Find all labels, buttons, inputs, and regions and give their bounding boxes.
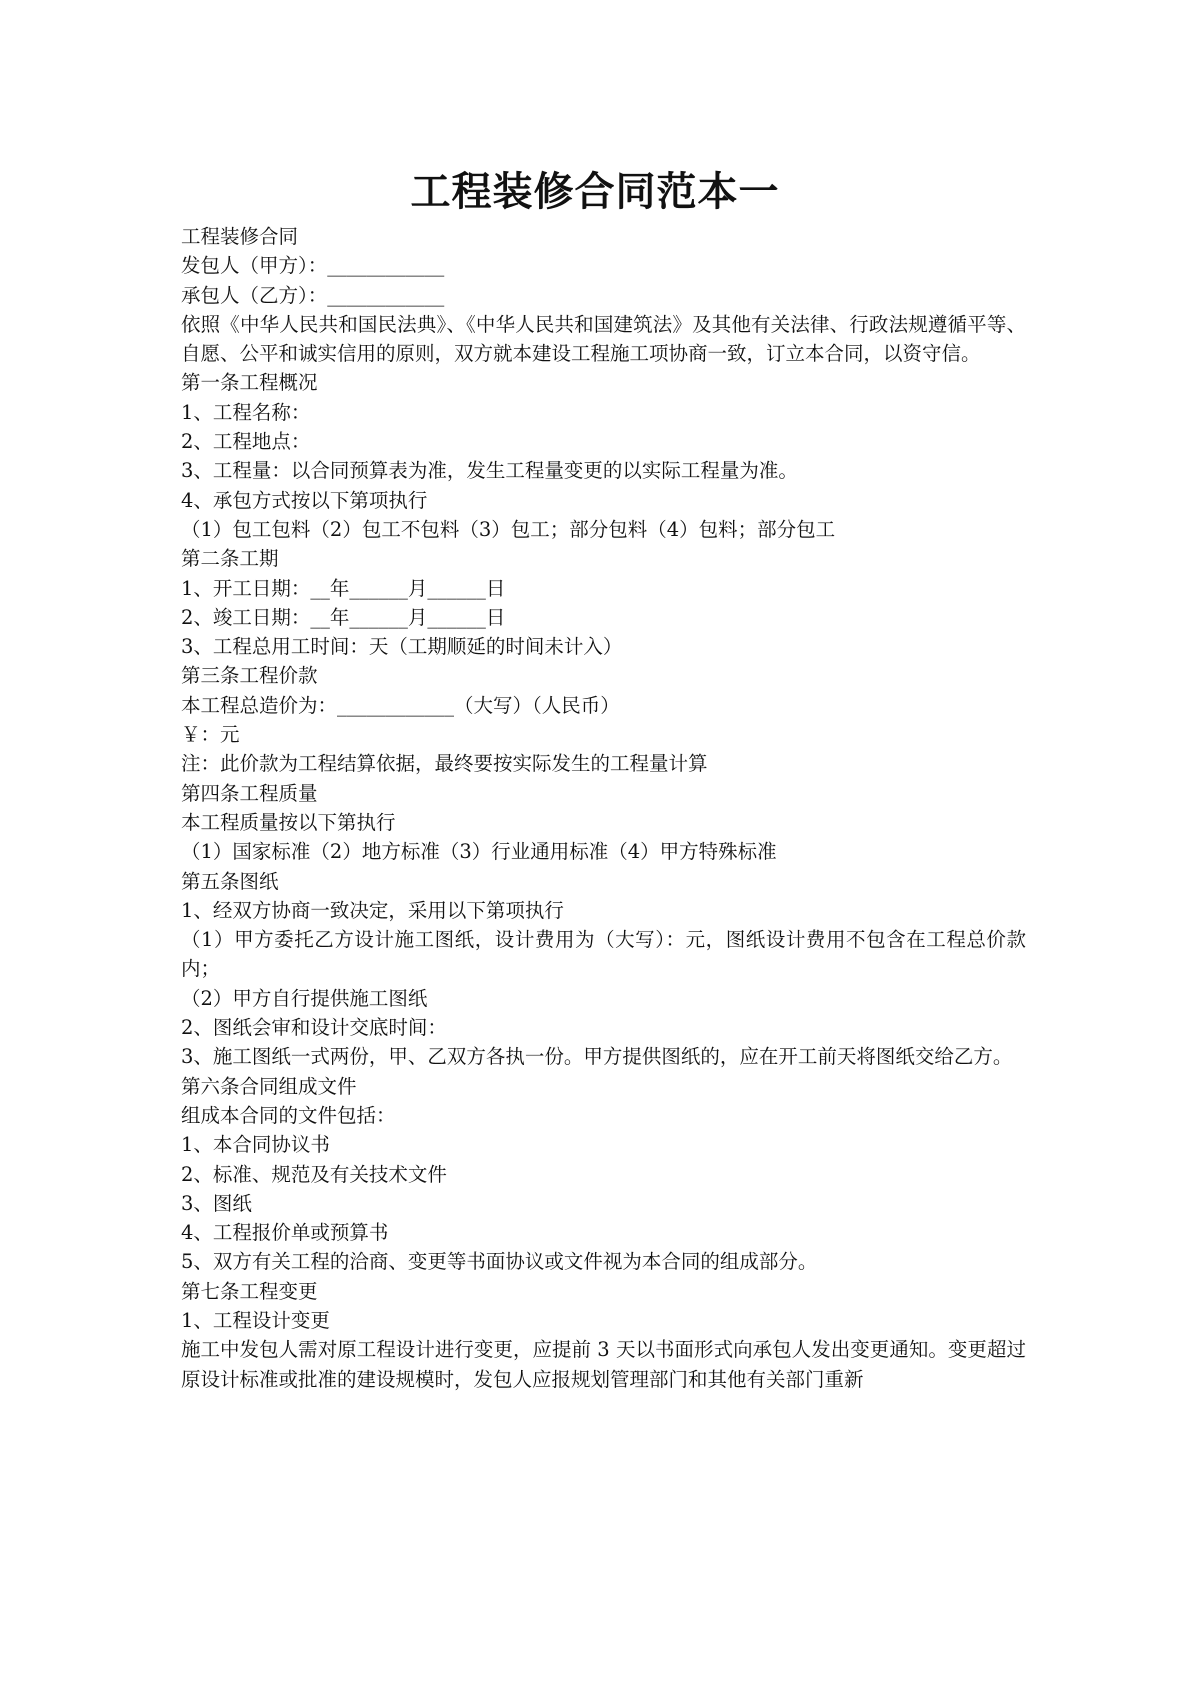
article-1-item-2: 2、工程地点：: [181, 430, 311, 454]
article-5-item-2: 2、图纸会审和设计交底时间：: [181, 1016, 447, 1040]
article-5-heading: 第五条图纸: [181, 869, 279, 893]
article-2-item-2: 2、竣工日期：__年______月______日: [181, 605, 506, 629]
article-1-options: （1）包工包料（2）包工不包料（3）包工；部分包料（4）包料；部分包工: [181, 517, 836, 541]
article-7-paragraph: 施工中发包人需对原工程设计进行变更，应提前 3 天以书面形式向承包人发出变更通知。变更超过原设计标准或批准的建设规模时，发包人应报规划管理部门和其他有关部门重新: [181, 1338, 1026, 1391]
article-4-item: 本工程质量按以下第执行: [181, 810, 396, 834]
article-1-item-4: 4、承包方式按以下第项执行: [181, 488, 428, 512]
preamble-paragraph: 依照《中华人民共和国民法典》、《中华人民共和国建筑法》及其他有关法律、行政法规遵循平等、自愿、公平和诚实信用的原则，双方就本建设工程施工项协商一致，订立本合同，以资守信。: [181, 312, 1026, 366]
article-6-item-1: 1、本合同协议书: [181, 1133, 330, 1157]
article-1-heading: 第一条工程概况: [181, 371, 318, 395]
article-4-heading: 第四条工程质量: [181, 781, 318, 805]
article-6-item-3: 3、图纸: [181, 1191, 252, 1215]
article-6-item-2: 2、标准、规范及有关技术文件: [181, 1162, 447, 1186]
article-4-options: （1）国家标准（2）地方标准（3）行业通用标准（4）甲方特殊标准: [181, 840, 777, 864]
party-a-field: 发包人（甲方）：____________: [181, 254, 445, 278]
article-5-option-1: （1）甲方委托乙方设计施工图纸，设计费用为（大写）：元，图纸设计费用不包含在工程总价款内；: [181, 928, 1026, 981]
article-3-heading: 第三条工程价款: [181, 664, 318, 688]
doc-heading-line: 工程装修合同: [181, 225, 299, 248]
article-2-heading: 第二条工期: [181, 547, 279, 571]
document-body: [181, 222, 1026, 1394]
article-3-note: 注：此价款为工程结算依据，最终要按实际发生的工程量计算: [181, 752, 708, 776]
article-2-item-1: 1、开工日期：__年______月______日: [181, 576, 506, 600]
article-6-item-5: 5、双方有关工程的洽商、变更等书面协议或文件视为本合同的组成部分。: [181, 1250, 818, 1274]
article-6-item-4: 4、工程报价单或预算书: [181, 1221, 389, 1245]
article-6-heading: 第六条合同组成文件: [181, 1074, 357, 1098]
article-2-item-3: 3、工程总用工时间：天（工期顺延的时间未计入）: [181, 635, 623, 659]
article-7-heading: 第七条工程变更: [181, 1279, 318, 1303]
article-1-item-3: 3、工程量：以合同预算表为准，发生工程量变更的以实际工程量为准。: [181, 459, 798, 483]
article-5-item-3: 3、施工图纸一式两份，甲、乙双方各执一份。甲方提供图纸的，应在开工前天将图纸交给乙方。: [181, 1045, 1013, 1069]
document-title: 工程装修合同范本一: [410, 168, 780, 215]
article-5-item-1: 1、经双方协商一致决定，采用以下第项执行: [181, 898, 564, 922]
article-3-yuan: ￥：元: [181, 723, 240, 747]
article-5-option-2: （2）甲方自行提供施工图纸: [181, 986, 428, 1010]
article-3-total-price: 本工程总造价为：____________（大写）（人民币）: [181, 693, 620, 717]
article-1-item-1: 1、工程名称：: [181, 400, 311, 424]
article-7-item-1: 1、工程设计变更: [181, 1308, 330, 1332]
article-6-intro: 组成本合同的文件包括：: [181, 1103, 396, 1127]
party-b-field: 承包人（乙方）：____________: [181, 283, 445, 307]
